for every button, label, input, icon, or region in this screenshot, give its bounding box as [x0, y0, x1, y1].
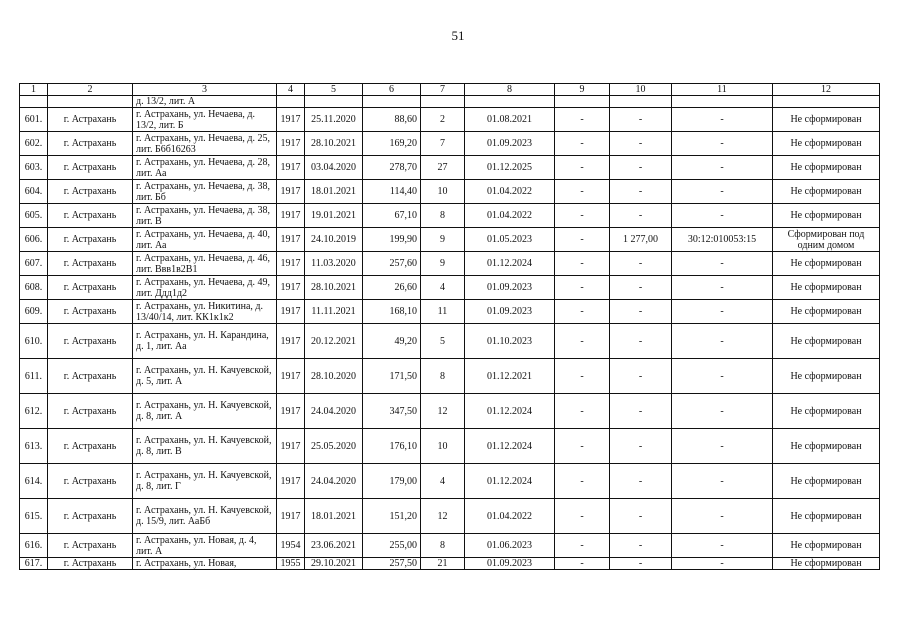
- continuation-row: [20, 96, 880, 108]
- area-cell: 278,70: [363, 156, 421, 180]
- row-number-cell: 607.: [20, 252, 48, 276]
- date-cell: 28.10.2021: [305, 276, 363, 300]
- residents-count-cell: 11: [421, 300, 465, 324]
- address-cell: г. Астрахань, ул. Нечаева, д. 28, лит. Аа: [133, 156, 277, 180]
- date-cell: 28.10.2020: [305, 359, 363, 394]
- column-number-header-row: [20, 84, 880, 96]
- date-cell: 25.11.2020: [305, 108, 363, 132]
- date-cell: 24.10.2019: [305, 228, 363, 252]
- column-9-cell: -: [555, 499, 610, 534]
- page-number: 51: [451, 28, 465, 43]
- land-status-cell: Не сформирован: [773, 204, 880, 228]
- address-cell: г. Астрахань, ул. Нечаева, д. 38, лит. Бб: [133, 180, 277, 204]
- table-row: [20, 204, 880, 228]
- year-cell: 1917: [277, 394, 305, 429]
- year-cell: 1955: [277, 558, 305, 570]
- area-cell: 171,50: [363, 359, 421, 394]
- address-cell: г. Астрахань, ул. Н. Карандина, д. 1, лит. Аа: [133, 324, 277, 359]
- residents-count-cell: 4: [421, 276, 465, 300]
- row-number-cell: 601.: [20, 108, 48, 132]
- column-header: 10: [610, 84, 672, 96]
- address-cell: г. Астрахань, ул. Нечаева, д. 25, лит. Б6б16263: [133, 132, 277, 156]
- table-row: [20, 429, 880, 464]
- year-cell: 1917: [277, 252, 305, 276]
- column-10-cell: -: [610, 300, 672, 324]
- date-cell: 29.10.2021: [305, 558, 363, 570]
- area-cell: 176,10: [363, 429, 421, 464]
- address-cell: г. Астрахань, ул. Н. Качуевской, д. 8, лит. А: [133, 394, 277, 429]
- date-cell: 18.01.2021: [305, 499, 363, 534]
- cadastral-number-cell: -: [672, 300, 773, 324]
- year-cell: 1917: [277, 324, 305, 359]
- area-cell: 168,10: [363, 300, 421, 324]
- residents-count-cell: 27: [421, 156, 465, 180]
- land-status-cell: Не сформирован: [773, 132, 880, 156]
- column-10-cell: -: [610, 324, 672, 359]
- deadline-cell: 01.04.2022: [465, 180, 555, 204]
- area-cell: 255,00: [363, 534, 421, 558]
- year-cell: 1917: [277, 156, 305, 180]
- table-row: [20, 156, 880, 180]
- row-number-cell: 605.: [20, 204, 48, 228]
- column-header: 1: [20, 84, 48, 96]
- land-status-cell: Не сформирован: [773, 108, 880, 132]
- column-header: 5: [305, 84, 363, 96]
- deadline-cell: 01.04.2022: [465, 204, 555, 228]
- column-header: 7: [421, 84, 465, 96]
- table-row: [20, 276, 880, 300]
- column-10-cell: -: [610, 132, 672, 156]
- table-row: [20, 228, 880, 252]
- table-row: [20, 558, 880, 570]
- date-cell: 23.06.2021: [305, 534, 363, 558]
- row-number-cell: 616.: [20, 534, 48, 558]
- deadline-cell: 01.12.2024: [465, 464, 555, 499]
- city-cell: г. Астрахань: [48, 180, 133, 204]
- cadastral-number-cell: -: [672, 394, 773, 429]
- column-9-cell: -: [555, 359, 610, 394]
- cadastral-number-cell: -: [672, 156, 773, 180]
- table-row: [20, 359, 880, 394]
- column-10-cell: -: [610, 558, 672, 570]
- residents-count-cell: 12: [421, 394, 465, 429]
- column-9-cell: -: [555, 156, 610, 180]
- city-cell: г. Астрахань: [48, 276, 133, 300]
- date-cell: 11.11.2021: [305, 300, 363, 324]
- table-row: [20, 180, 880, 204]
- row-number-cell: 614.: [20, 464, 48, 499]
- date-cell: 24.04.2020: [305, 394, 363, 429]
- column-header: 9: [555, 84, 610, 96]
- column-header: 6: [363, 84, 421, 96]
- address-cell: г. Астрахань, ул. Н. Качуевской, д. 8, лит. Г: [133, 464, 277, 499]
- city-cell: г. Астрахань: [48, 359, 133, 394]
- table-row: [20, 464, 880, 499]
- address-cell: г. Астрахань, ул. Новая, д. 4, лит. А: [133, 534, 277, 558]
- city-cell: г. Астрахань: [48, 324, 133, 359]
- area-cell: 257,60: [363, 252, 421, 276]
- deadline-cell: 01.05.2023: [465, 228, 555, 252]
- row-number-cell: 615.: [20, 499, 48, 534]
- column-9-cell: -: [555, 204, 610, 228]
- area-cell: 179,00: [363, 464, 421, 499]
- residents-count-cell: 8: [421, 359, 465, 394]
- row-number-cell: 602.: [20, 132, 48, 156]
- row-number-cell: 609.: [20, 300, 48, 324]
- column-10-cell: -: [610, 499, 672, 534]
- area-cell: 88,60: [363, 108, 421, 132]
- address-cell: г. Астрахань, ул. Нечаева, д. 38, лит. В: [133, 204, 277, 228]
- city-cell: г. Астрахань: [48, 132, 133, 156]
- column-10-cell: -: [610, 464, 672, 499]
- row-number-cell: 604.: [20, 180, 48, 204]
- row-number-cell: 611.: [20, 359, 48, 394]
- city-cell: г. Астрахань: [48, 156, 133, 180]
- area-cell: 114,40: [363, 180, 421, 204]
- column-header: 4: [277, 84, 305, 96]
- date-cell: 24.04.2020: [305, 464, 363, 499]
- city-cell: г. Астрахань: [48, 204, 133, 228]
- column-10-cell: -: [610, 204, 672, 228]
- residents-count-cell: 7: [421, 132, 465, 156]
- row-number-cell: 606.: [20, 228, 48, 252]
- column-9-cell: -: [555, 300, 610, 324]
- column-header: 8: [465, 84, 555, 96]
- column-10-cell: -: [610, 394, 672, 429]
- cadastral-number-cell: 30:12:010053:15: [672, 228, 773, 252]
- column-10-cell: -: [610, 276, 672, 300]
- year-cell: 1917: [277, 180, 305, 204]
- city-cell: г. Астрахань: [48, 394, 133, 429]
- land-status-cell: Не сформирован: [773, 324, 880, 359]
- table-row: [20, 252, 880, 276]
- land-status-cell: Не сформирован: [773, 429, 880, 464]
- address-cell: г. Астрахань, ул. Н. Качуевской, д. 15/9, лит. АаБб: [133, 499, 277, 534]
- deadline-cell: 01.09.2023: [465, 276, 555, 300]
- land-status-cell: Сформирован под одним домом: [773, 228, 880, 252]
- city-cell: г. Астрахань: [48, 558, 133, 570]
- cadastral-number-cell: -: [672, 558, 773, 570]
- column-9-cell: -: [555, 252, 610, 276]
- housing-register-table: [19, 83, 880, 570]
- city-cell: г. Астрахань: [48, 300, 133, 324]
- cadastral-number-cell: -: [672, 534, 773, 558]
- column-9-cell: -: [555, 276, 610, 300]
- land-status-cell: Не сформирован: [773, 558, 880, 570]
- year-cell: 1917: [277, 108, 305, 132]
- column-10-cell: 1 277,00: [610, 228, 672, 252]
- table-row: [20, 324, 880, 359]
- column-header: 11: [672, 84, 773, 96]
- column-9-cell: -: [555, 324, 610, 359]
- residents-count-cell: 4: [421, 464, 465, 499]
- area-cell: 257,50: [363, 558, 421, 570]
- year-cell: 1917: [277, 464, 305, 499]
- address-cell: г. Астрахань, ул. Новая,: [133, 558, 277, 570]
- year-cell: 1917: [277, 228, 305, 252]
- table-row: [20, 132, 880, 156]
- city-cell: г. Астрахань: [48, 499, 133, 534]
- cadastral-number-cell: -: [672, 429, 773, 464]
- address-cell: д. 13/2, лит. А: [133, 96, 277, 108]
- column-9-cell: -: [555, 464, 610, 499]
- land-status-cell: Не сформирован: [773, 156, 880, 180]
- cadastral-number-cell: -: [672, 132, 773, 156]
- land-status-cell: Не сформирован: [773, 300, 880, 324]
- cadastral-number-cell: -: [672, 464, 773, 499]
- land-status-cell: Не сформирован: [773, 534, 880, 558]
- table-row: [20, 534, 880, 558]
- deadline-cell: 01.12.2025: [465, 156, 555, 180]
- residents-count-cell: 10: [421, 429, 465, 464]
- area-cell: 26,60: [363, 276, 421, 300]
- deadline-cell: 01.12.2024: [465, 252, 555, 276]
- address-cell: г. Астрахань, ул. Нечаева, д. 13/2, лит. Б: [133, 108, 277, 132]
- column-10-cell: -: [610, 252, 672, 276]
- column-header: 12: [773, 84, 880, 96]
- date-cell: 03.04.2020: [305, 156, 363, 180]
- city-cell: г. Астрахань: [48, 252, 133, 276]
- date-cell: 18.01.2021: [305, 180, 363, 204]
- column-10-cell: -: [610, 180, 672, 204]
- residents-count-cell: 10: [421, 180, 465, 204]
- deadline-cell: 01.06.2023: [465, 534, 555, 558]
- address-cell: г. Астрахань, ул. Нечаева, д. 40, лит. Аа: [133, 228, 277, 252]
- column-10-cell: -: [610, 534, 672, 558]
- year-cell: 1954: [277, 534, 305, 558]
- row-number-cell: 613.: [20, 429, 48, 464]
- deadline-cell: 01.09.2023: [465, 300, 555, 324]
- area-cell: 169,20: [363, 132, 421, 156]
- row-number-cell: 612.: [20, 394, 48, 429]
- deadline-cell: 01.09.2023: [465, 558, 555, 570]
- city-cell: г. Астрахань: [48, 108, 133, 132]
- cadastral-number-cell: -: [672, 324, 773, 359]
- year-cell: 1917: [277, 204, 305, 228]
- city-cell: г. Астрахань: [48, 464, 133, 499]
- cadastral-number-cell: -: [672, 108, 773, 132]
- cadastral-number-cell: -: [672, 252, 773, 276]
- row-number-cell: 603.: [20, 156, 48, 180]
- deadline-cell: 01.12.2021: [465, 359, 555, 394]
- date-cell: 25.05.2020: [305, 429, 363, 464]
- area-cell: 347,50: [363, 394, 421, 429]
- date-cell: 19.01.2021: [305, 204, 363, 228]
- cadastral-number-cell: -: [672, 276, 773, 300]
- land-status-cell: Не сформирован: [773, 394, 880, 429]
- row-number-cell: 617.: [20, 558, 48, 570]
- area-cell: 67,10: [363, 204, 421, 228]
- city-cell: г. Астрахань: [48, 534, 133, 558]
- area-cell: 199,90: [363, 228, 421, 252]
- column-9-cell: -: [555, 429, 610, 464]
- deadline-cell: 01.12.2024: [465, 394, 555, 429]
- date-cell: 20.12.2021: [305, 324, 363, 359]
- column-9-cell: -: [555, 132, 610, 156]
- deadline-cell: 01.08.2021: [465, 108, 555, 132]
- residents-count-cell: 21: [421, 558, 465, 570]
- residents-count-cell: 12: [421, 499, 465, 534]
- address-cell: г. Астрахань, ул. Нечаева, д. 46, лит. Ввв1в2В1: [133, 252, 277, 276]
- column-9-cell: -: [555, 558, 610, 570]
- residents-count-cell: 2: [421, 108, 465, 132]
- residents-count-cell: 8: [421, 534, 465, 558]
- column-9-cell: -: [555, 108, 610, 132]
- deadline-cell: 01.10.2023: [465, 324, 555, 359]
- table-row: [20, 499, 880, 534]
- land-status-cell: Не сформирован: [773, 276, 880, 300]
- row-number-cell: 608.: [20, 276, 48, 300]
- row-number-cell: 610.: [20, 324, 48, 359]
- year-cell: 1917: [277, 429, 305, 464]
- column-9-cell: -: [555, 534, 610, 558]
- year-cell: 1917: [277, 359, 305, 394]
- column-header: 2: [48, 84, 133, 96]
- cadastral-number-cell: -: [672, 499, 773, 534]
- land-status-cell: Не сформирован: [773, 499, 880, 534]
- year-cell: 1917: [277, 276, 305, 300]
- cadastral-number-cell: -: [672, 204, 773, 228]
- residents-count-cell: 8: [421, 204, 465, 228]
- column-10-cell: -: [610, 359, 672, 394]
- land-status-cell: Не сформирован: [773, 464, 880, 499]
- residents-count-cell: 9: [421, 228, 465, 252]
- address-cell: г. Астрахань, ул. Нечаева, д. 49, лит. Ддд1д2: [133, 276, 277, 300]
- address-cell: г. Астрахань, ул. Н. Качуевской, д. 5, лит. А: [133, 359, 277, 394]
- column-10-cell: -: [610, 156, 672, 180]
- land-status-cell: Не сформирован: [773, 252, 880, 276]
- year-cell: 1917: [277, 499, 305, 534]
- address-cell: г. Астрахань, ул. Н. Качуевской, д. 8, лит. В: [133, 429, 277, 464]
- table-row: [20, 300, 880, 324]
- date-cell: 11.03.2020: [305, 252, 363, 276]
- column-9-cell: -: [555, 180, 610, 204]
- column-10-cell: -: [610, 429, 672, 464]
- city-cell: г. Астрахань: [48, 228, 133, 252]
- land-status-cell: Не сформирован: [773, 359, 880, 394]
- year-cell: 1917: [277, 300, 305, 324]
- year-cell: 1917: [277, 132, 305, 156]
- column-9-cell: -: [555, 394, 610, 429]
- deadline-cell: 01.12.2024: [465, 429, 555, 464]
- cadastral-number-cell: -: [672, 359, 773, 394]
- address-cell: г. Астрахань, ул. Никитина, д. 13/40/14, лит. КК1к1к2: [133, 300, 277, 324]
- date-cell: 28.10.2021: [305, 132, 363, 156]
- table-row: [20, 394, 880, 429]
- column-10-cell: -: [610, 108, 672, 132]
- residents-count-cell: 9: [421, 252, 465, 276]
- land-status-cell: Не сформирован: [773, 180, 880, 204]
- area-cell: 151,20: [363, 499, 421, 534]
- area-cell: 49,20: [363, 324, 421, 359]
- table-row: [20, 108, 880, 132]
- column-9-cell: -: [555, 228, 610, 252]
- deadline-cell: 01.04.2022: [465, 499, 555, 534]
- residents-count-cell: 5: [421, 324, 465, 359]
- city-cell: г. Астрахань: [48, 429, 133, 464]
- column-header: 3: [133, 84, 277, 96]
- deadline-cell: 01.09.2023: [465, 132, 555, 156]
- cadastral-number-cell: -: [672, 180, 773, 204]
